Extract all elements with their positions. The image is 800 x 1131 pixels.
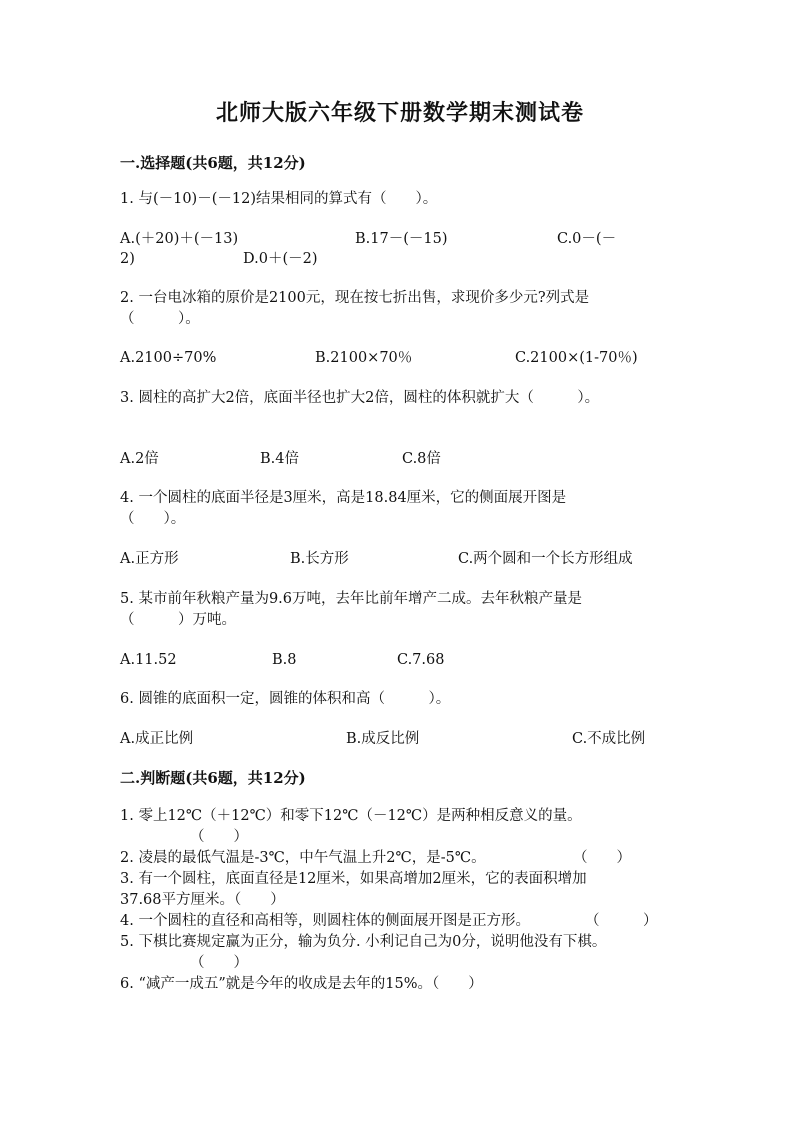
page-title: 北师大版六年级下册数学期末测试卷	[215, 100, 584, 126]
question-2-option-c: C.2100×(1-70％)	[515, 350, 638, 366]
section-heading-choice: 一.选择题(共6题，共12分)	[120, 154, 306, 172]
question-3-option-c: C.8倍	[402, 451, 441, 467]
question-2-stem: 2. 一台电冰箱的原价是2100元，现在按七折出售，求现价多少元?列式是	[120, 290, 590, 306]
question-2-stem-cont: （ ）。	[120, 311, 200, 327]
question-1-option-c-cont: 2)	[120, 251, 135, 267]
question-5-stem-cont: （ ）万吨。	[120, 612, 236, 628]
question-1-option-a: A.(＋20)＋(－13)	[120, 231, 239, 247]
question-4-stem-cont: （ ）。	[120, 511, 186, 527]
judgement-5: 5. 下棋比赛规定赢为正分，输为负分. 小利记自己为0分，说明他没有下棋。	[120, 934, 607, 950]
question-1-option-c: C.0－(－	[557, 231, 617, 247]
judgement-1: 1. 零上12℃（＋12℃）和零下12℃（－12℃）是两种相反意义的量。	[120, 808, 582, 824]
judgement-4-answer-blank: （ ）	[585, 913, 658, 929]
question-5-option-c: C.7.68	[397, 652, 445, 668]
question-5-option-a: A.11.52	[120, 652, 177, 668]
question-4-option-c: C.两个圆和一个长方形组成	[458, 551, 633, 567]
question-3-stem: 3. 圆柱的高扩大2倍，底面半径也扩大2倍，圆柱的体积就扩大（ ）。	[120, 390, 600, 406]
question-5-stem: 5. 某市前年秋粮产量为9.6万吨，去年比前年增产二成。去年秋粮产量是	[120, 591, 583, 607]
judgement-5-answer-blank: （ ）	[190, 955, 248, 971]
question-6-option-b: B.成反比例	[346, 731, 420, 747]
judgement-2: 2. 凌晨的最低气温是-3℃，中午气温上升2℃，是-5℃。	[120, 850, 486, 866]
question-6-option-a: A.成正比例	[120, 731, 194, 747]
section-heading-judgement: 二.判断题(共6题，共12分)	[120, 769, 306, 787]
question-6-stem: 6. 圆锥的底面积一定，圆锥的体积和高（ ）。	[120, 691, 451, 707]
judgement-3-cont: 37.68平方厘米。（ ）	[120, 892, 285, 908]
question-3-option-a: A.2倍	[120, 451, 159, 467]
judgement-6: 6. “减产一成五”就是今年的收成是去年的15%。（ ）	[120, 976, 483, 992]
question-1-option-b: B.17－(－15)	[355, 231, 448, 247]
question-4-stem: 4. 一个圆柱的底面半径是3厘米，高是18.84厘米，它的侧面展开图是	[120, 490, 567, 506]
question-1-option-d: D.0＋(－2)	[243, 251, 318, 267]
judgement-2-answer-blank: （ ）	[573, 850, 631, 866]
judgement-4: 4. 一个圆柱的直径和高相等，则圆柱体的侧面展开图是正方形。	[120, 913, 530, 929]
question-4-option-a: A.正方形	[120, 551, 179, 567]
judgement-1-answer-blank: （ ）	[190, 829, 248, 845]
question-3-option-b: B.4倍	[260, 451, 299, 467]
question-2-option-b: B.2100×70％	[315, 350, 413, 366]
question-1-stem: 1. 与(－10)－(－12)结果相同的算式有（ ）。	[120, 191, 438, 207]
question-6-option-c: C.不成比例	[572, 731, 646, 747]
question-2-option-a: A.2100÷70%	[120, 350, 217, 366]
judgement-3: 3. 有一个圆柱，底面直径是12厘米，如果高增加2厘米，它的表面积增加	[120, 871, 587, 887]
question-5-option-b: B.8	[272, 652, 297, 668]
question-4-option-b: B.长方形	[290, 551, 349, 567]
